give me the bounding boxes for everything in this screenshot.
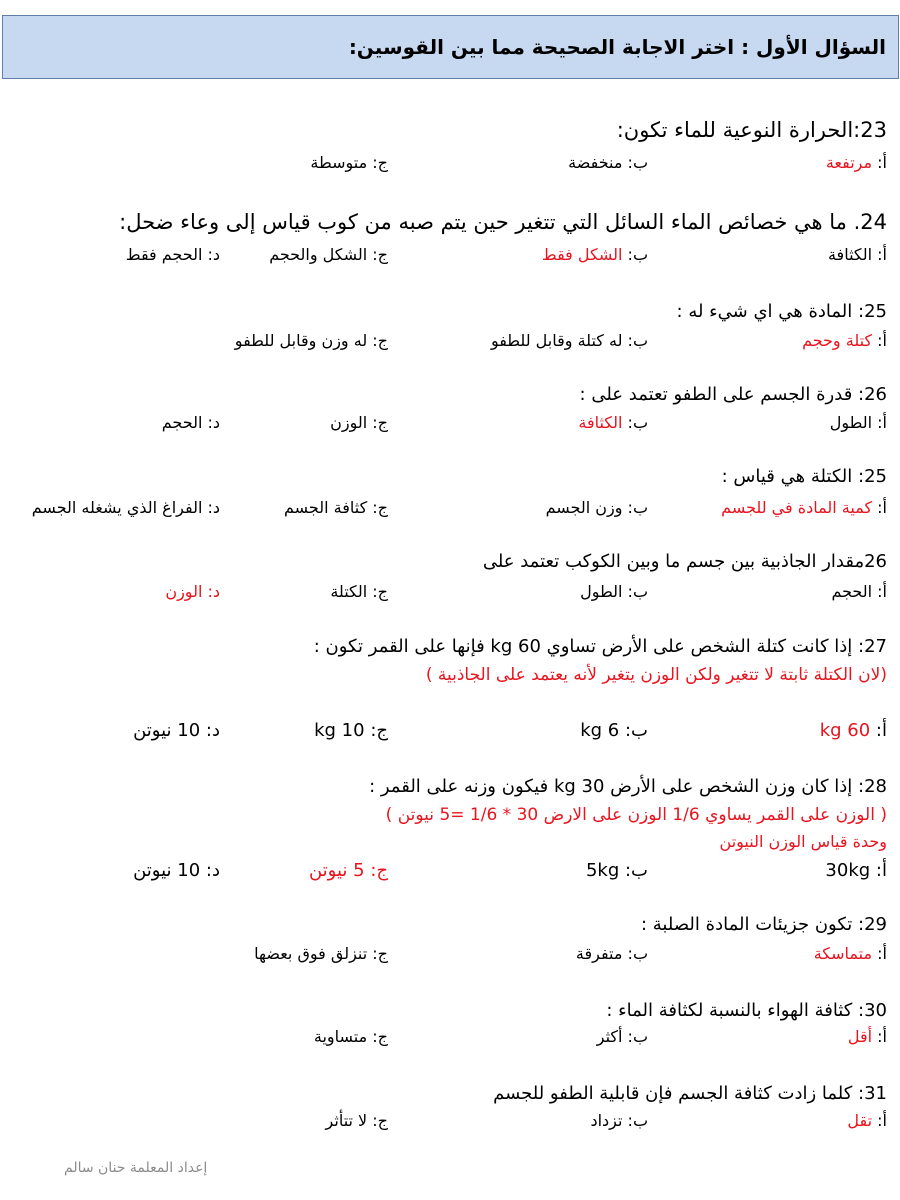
option-b: ب: له كتلة وقابل للطفو [490, 331, 648, 350]
option-c: ج: متساوية [313, 1027, 388, 1046]
option-b: ب: أكثر [596, 1027, 648, 1046]
option-b: ب: الشكل فقط [541, 245, 648, 264]
option-a: أ: تقل [847, 1111, 887, 1130]
option-a: أ: الحجم [831, 582, 887, 601]
option-b: ب: الطول [580, 582, 648, 601]
option-b: ب: 5kg [585, 860, 648, 881]
question-25b: 25: الكتلة هي قياس : [721, 466, 887, 487]
option-a: أ: الطول [829, 413, 887, 432]
option-c: ج: له وزن وقابل للطفو [234, 331, 388, 350]
question-24: 24. ما هي خصائص الماء السائل التي تتغير حين يتم صبه من كوب قياس إلى وعاء ضحل: [119, 210, 887, 234]
question-26: 26: قدرة الجسم على الطفو تعتمد على : [579, 384, 887, 405]
question-28: 28: إذا كان وزن الشخص على الأرض 30 kg فيكون وزنه على القمر : [369, 776, 887, 797]
option-d: د: الوزن [165, 582, 220, 601]
option-d: د: 10 نيوتن [133, 860, 220, 881]
option-d: د: الحجم فقط [125, 245, 220, 264]
option-a: أ: الكثافة [827, 245, 887, 264]
option-b: ب: الكثافة [578, 413, 648, 432]
author-credit: إعداد المعلمة حنان سالم [64, 1160, 208, 1176]
option-a: أ: كمية المادة في للجسم [721, 498, 887, 517]
question-23: 23:الحرارة النوعية للماء تكون: [616, 118, 887, 142]
question-30: 30: كثافة الهواء بالنسبة لكثافة الماء : [606, 1000, 887, 1021]
option-d: د: الفراغ الذي يشغله الجسم [31, 498, 220, 517]
question-25: 25: المادة هي اي شيء له : [676, 301, 887, 322]
option-a: أ: 30kg [825, 860, 887, 881]
question-26b: 26مقدار الجاذبية بين جسم ما وبين الكوكب تعتمد على [482, 551, 887, 572]
option-d: د: 10 نيوتن [133, 720, 220, 741]
option-a: أ: كتلة وحجم [802, 331, 887, 350]
option-a: أ: أقل [847, 1027, 887, 1046]
option-c: ج: متوسطة [310, 153, 388, 172]
question-29: 29: تكون جزيئات المادة الصلبة : [641, 914, 887, 935]
option-c: ج: الوزن [330, 413, 388, 432]
option-b: ب: تزداد [590, 1111, 648, 1130]
option-a: أ: 60 kg [819, 720, 887, 741]
option-b: ب: متفرقة [575, 944, 648, 963]
explanation-28-unit: وحدة قياس الوزن النيوتن [719, 832, 887, 851]
option-c: ج: لا تتأثر [325, 1111, 388, 1130]
option-d: د: الحجم [161, 413, 220, 432]
option-b: ب: وزن الجسم [545, 498, 648, 517]
option-a: أ: متماسكة [813, 944, 887, 963]
question-27: 27: إذا كانت كتلة الشخص على الأرض تساوي 60 kg فإنها على القمر تكون : [313, 636, 887, 657]
option-b: ب: 6 kg [580, 720, 648, 741]
question-31: 31: كلما زادت كثافة الجسم فإن قابلية الطفو للجسم [493, 1083, 887, 1104]
option-c: ج: 10 kg [314, 720, 388, 741]
option-a: أ: مرتفعة [825, 153, 887, 172]
section-title: السؤال الأول : اختر الاجابة الصحيحة مما بين القوسين: [348, 35, 886, 59]
section-header [2, 15, 899, 79]
option-b: ب: منخفضة [568, 153, 648, 172]
option-c: ج: الكتلة [330, 582, 388, 601]
option-c: ج: كثافة الجسم [283, 498, 388, 517]
option-c: ج: الشكل والحجم [269, 245, 388, 264]
explanation-27: (لان الكتلة ثابتة لا تتغير ولكن الوزن يتغير لأنه يعتمد على الجاذبية ) [425, 665, 887, 685]
explanation-28: ( الوزن على القمر يساوي 1/6 الوزن على الارض 30 * 1/6 =5 نيوتن ) [385, 805, 887, 825]
option-c: ج: تنزلق فوق بعضها [254, 944, 388, 963]
option-c: ج: 5 نيوتن [308, 860, 388, 881]
